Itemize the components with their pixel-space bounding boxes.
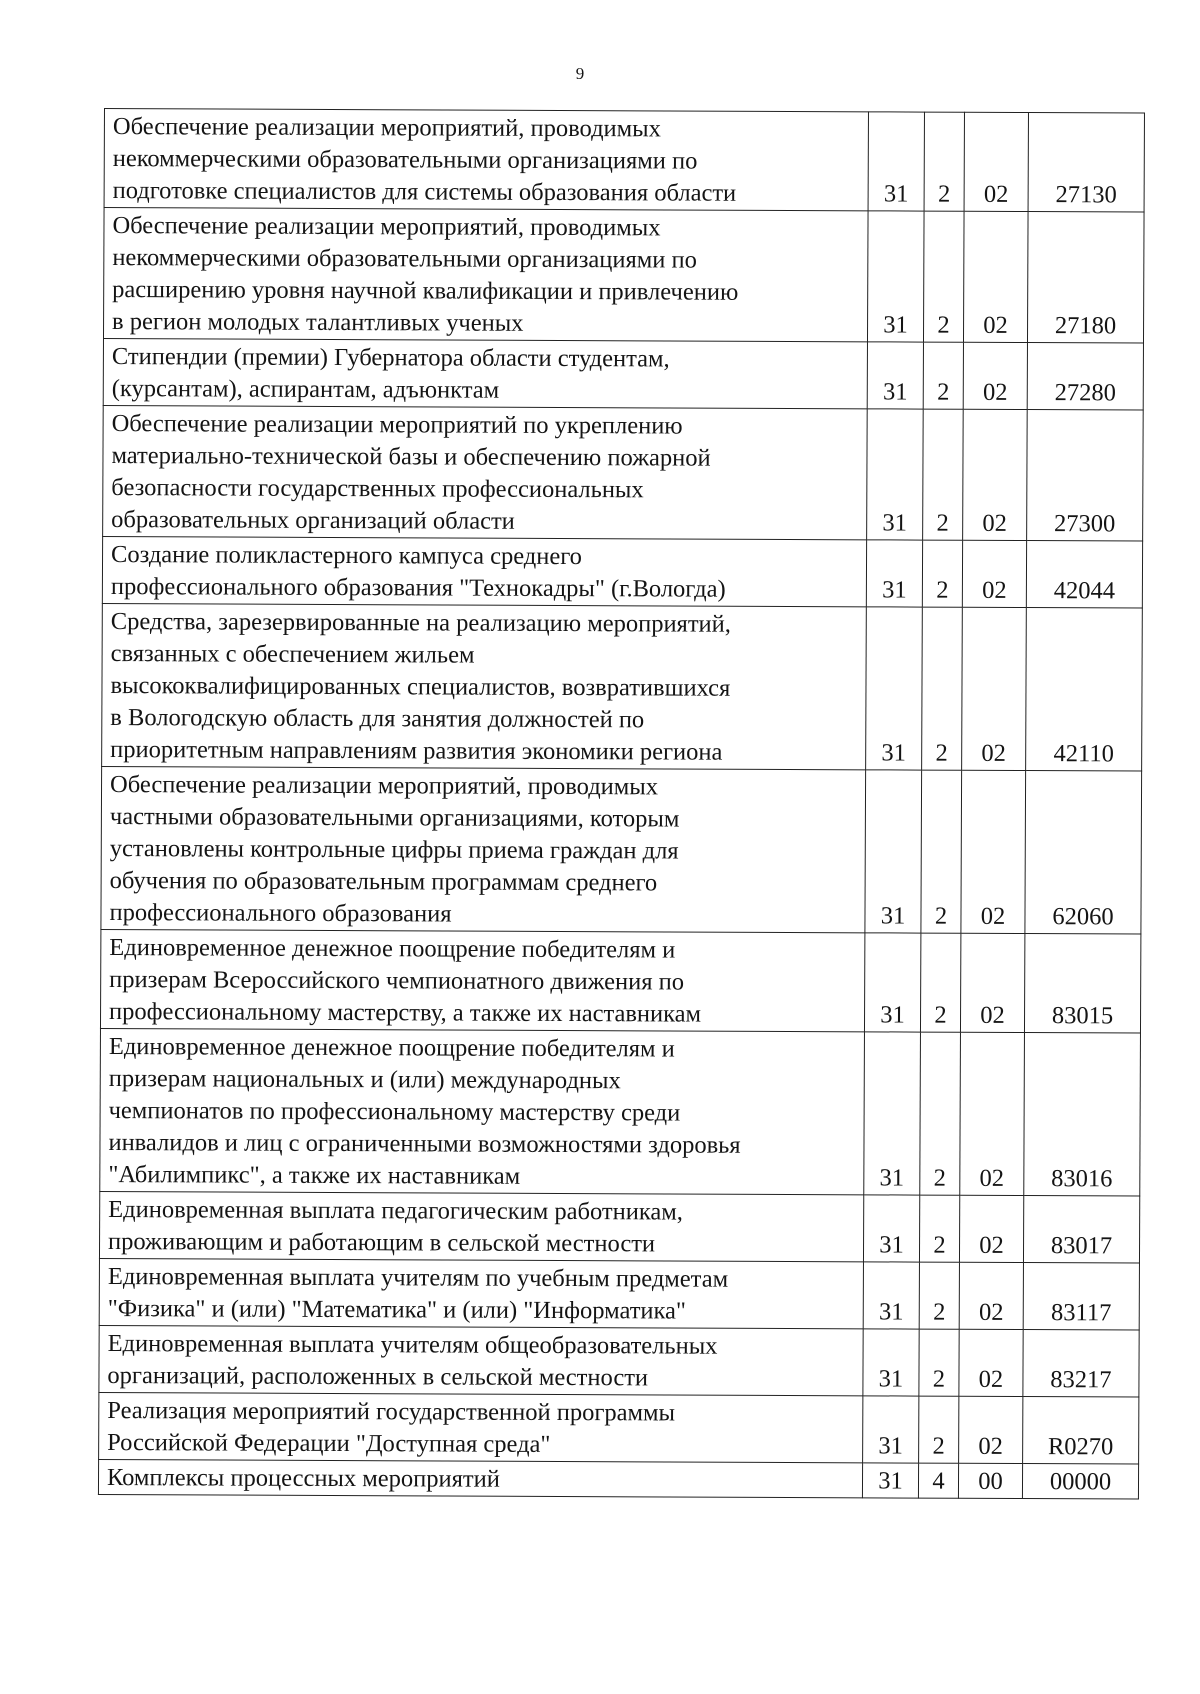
program-code: 31 [866,607,923,770]
structural-element-code: 02 [963,409,1028,540]
table-row [99,1392,1139,1464]
subprogram-type-code: 2 [921,770,962,933]
row-description: Обеспечение реализации мероприятий, проводимых некоммерческими образовательными организациями по подготовке специалистов для системы образования области [104,109,868,211]
row-description: Единовременное денежное поощрение победителям и призерам национальных и (или) международных чемпионатов по профессиональному мастерству среди инвалидов и лиц с ограниченными возможностями здоровья "Абилимпикс", а также их наставникам [100,1028,865,1194]
program-code: 31 [867,409,924,540]
direction-code: 27180 [1027,212,1144,344]
table-row [99,1325,1139,1397]
program-code: 31 [862,1463,918,1498]
direction-code: 42044 [1026,541,1142,609]
table-row [100,1028,1141,1196]
table-row [104,109,1144,213]
table-row [98,1459,1138,1499]
program-code: 31 [864,1032,921,1195]
program-code: 31 [864,933,920,1032]
program-code: 31 [866,540,922,607]
direction-code: R0270 [1023,1397,1139,1465]
subprogram-type-code: 2 [922,540,962,607]
subprogram-type-code: 2 [919,1329,959,1396]
row-description: Средства, зарезервированные на реализацию мероприятий, связанных с обеспечением жильем высококвалифицированных специалистов, возвратившихся в Вологодскую область для занятия должностей по приоритетным направлениям развития экономики региона [102,603,867,769]
table-row [103,339,1143,411]
structural-element-code: 02 [959,1262,1023,1329]
direction-code: 00000 [1022,1464,1138,1500]
row-description: Создание поликластерного кампуса среднего профессионального образования "Технокадры" (г.Вологда) [102,536,866,606]
subprogram-type-code: 2 [923,211,964,342]
row-description: Реализация мероприятий государственной программы Российской Федерации "Доступная среда" [99,1392,863,1462]
row-description: Стипендии (премии) Губернатора области студентам, (курсантам), аспирантам, адъюнктам [103,339,867,409]
direction-code: 42110 [1026,608,1143,772]
structural-element-code: 02 [961,770,1026,933]
structural-element-code: 02 [960,933,1024,1032]
table-row [102,536,1142,608]
table-row [103,208,1144,344]
row-description: Единовременная выплата учителям по учебным предметам "Физика" и (или) "Математика" и (или) "Информатика" [99,1258,863,1328]
table-row [101,766,1142,934]
program-code: 31 [863,1262,919,1329]
subprogram-type-code: 2 [923,342,963,409]
table-row [100,929,1140,1033]
subprogram-type-code: 2 [920,1032,961,1195]
subprogram-type-code: 2 [920,933,960,1032]
direction-code: 62060 [1025,771,1142,935]
structural-element-code: 02 [963,211,1028,342]
structural-element-code: 02 [960,1032,1025,1195]
subprogram-type-code: 4 [918,1463,958,1498]
structural-element-code: 02 [963,342,1027,409]
row-description: Единовременная выплата учителям общеобразовательных организаций, расположенных в сельской местности [99,1325,863,1395]
program-code: 31 [865,770,922,933]
direction-code: 83015 [1024,934,1140,1034]
subprogram-type-code: 2 [919,1195,959,1262]
direction-code: 83017 [1023,1196,1139,1264]
table-row [103,405,1144,541]
subprogram-type-code: 2 [924,112,964,211]
direction-code: 83217 [1023,1330,1139,1398]
row-description: Единовременное денежное поощрение победителям и призерам Всероссийского чемпионатного движения по профессиональному мастерству, а также их наставникам [100,929,864,1031]
row-description: Обеспечение реализации мероприятий, проводимых частными образовательными организациями, которым установлены контрольные цифры приема граждан для обучения по образовательным программам среднего профессионального образования [101,766,866,932]
direction-code: 83117 [1023,1263,1139,1331]
structural-element-code: 02 [962,607,1027,770]
program-code: 31 [863,1329,919,1396]
budget-classification-table [98,108,1145,1500]
program-code: 31 [867,342,923,409]
program-code: 31 [863,1195,919,1262]
subprogram-type-code: 2 [922,607,963,770]
direction-code: 27280 [1027,343,1143,411]
program-code: 31 [863,1396,919,1463]
structural-element-code: 00 [958,1463,1022,1498]
direction-code: 27300 [1027,410,1144,542]
direction-code: 83016 [1024,1033,1141,1197]
subprogram-type-code: 2 [919,1262,959,1329]
row-description: Единовременная выплата педагогическим работникам, проживающим и работающим в сельской местности [99,1191,863,1261]
program-code: 31 [868,112,924,211]
program-code: 31 [867,211,924,342]
structural-element-code: 02 [959,1396,1023,1463]
row-description: Обеспечение реализации мероприятий, проводимых некоммерческими образовательными организациями по расширению уровня научной квалификации и привлечению в регион молодых талантливых ученых [103,208,868,342]
direction-code: 27130 [1028,113,1144,213]
structural-element-code: 02 [959,1195,1023,1262]
subprogram-type-code: 2 [919,1396,959,1463]
page-number: 9 [575,64,585,83]
table-row [99,1191,1139,1263]
row-description: Обеспечение реализации мероприятий по укреплению материально-технической базы и обеспечению пожарной безопасности государственных профессиональных образовательных организаций области [103,405,868,539]
subprogram-type-code: 2 [923,409,964,540]
structural-element-code: 02 [959,1329,1023,1396]
structural-element-code: 02 [964,112,1028,211]
row-description: Комплексы процессных мероприятий [98,1459,862,1497]
structural-element-code: 02 [962,540,1026,607]
table-row [99,1258,1139,1330]
table-row [102,603,1143,771]
